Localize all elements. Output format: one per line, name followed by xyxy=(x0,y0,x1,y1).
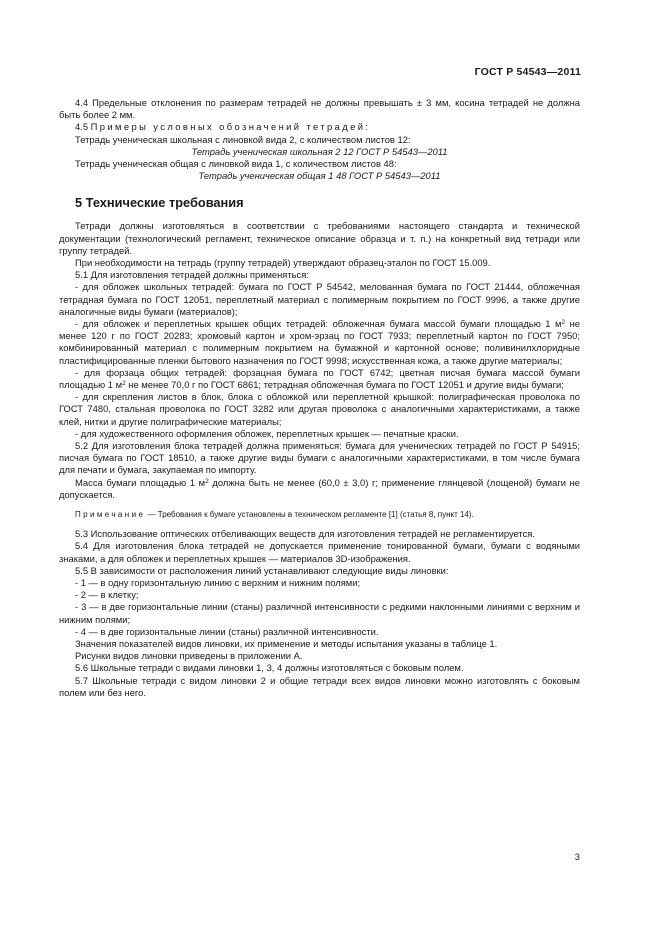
clause-5-3: 5.3 Использование оптических отбеливающих веществ для изготовления тетрадей не регламентируется. xyxy=(75,528,535,540)
list-item-ruling-1: - 1 — в одну горизонтальную линию с верхним и нижним полями; xyxy=(75,576,361,588)
example-2-designation: Тетрадь ученическая общая 1 48 ГОСТ Р 54543—2011 xyxy=(198,170,441,182)
clause-5-5: 5.5 В зависимости от расположения линий устанавливают следующие виды линовки: xyxy=(75,564,449,576)
paragraph-appendix-reference: Рисунки видов линовки приведены в приложении А. xyxy=(75,650,303,662)
text-part: не менее 70,0 г по ГОСТ 6861; тетрадная обложечная бумага по ГОСТ 12051 и другие виды бумаги; xyxy=(125,379,564,391)
text-part: - для форзаца общих тетрадей: форзацная бумага по ГОСТ 6742; цветная писчая бумага массой бумаги площадью 1 м xyxy=(59,366,580,391)
list-item-general-covers xyxy=(59,318,580,367)
clause-4-5-title: Примеры условных обозначений тетрадей: xyxy=(90,121,371,133)
note-text: — Требования к бумаге установлены в техническом регламенте [1] (статья 8, пункт 14). xyxy=(145,510,474,520)
paragraph-paper-mass xyxy=(59,477,580,501)
list-item-ruling-2: - 2 — в клетку; xyxy=(75,589,139,601)
text-part: не менее 120 г по ГОСТ 20283; хромовый картон и хром-эрзац по ГОСТ 7933; переплетный картон по ГОСТ 7950; комбинированный материал с полимерным покрытием на бумажной и картонной основе; поливинилхлоридные пластифицированные пленки бытового назначения по ГОСТ 9998; искусственная кожа, а также другие материалы; xyxy=(59,318,581,366)
clause-4-4: 4.4 Предельные отклонения по размерам тетрадей не должны превышать ± 3 мм, косина тетрадей не должна быть более 2 мм. xyxy=(59,97,580,121)
clause-5-4: 5.4 Для изготовления блока тетрадей не допускается применение тонированной бумаги, бумаги с водяными знаками, а для обложек и переплетных крышек — материалов 3D-изображения. xyxy=(59,540,580,564)
superscript: 2 xyxy=(561,319,566,327)
list-item-school-covers: - для обложек школьных тетрадей: бумага по ГОСТ Р 54542, мелованная бумага по ГОСТ 21444, обложечная тетрадная бумага по ГОСТ 12051, переплетный материал с полимерным покрытием по ГОСТ 9996, а также другие аналогичные виды бумаги (материалов); xyxy=(59,281,580,317)
list-item-endpapers xyxy=(59,367,580,391)
text-part: Масса бумаги площадью 1 м xyxy=(75,476,206,488)
document-id-header: ГОСТ Р 54543—2011 xyxy=(474,66,581,78)
example-1-description: Тетрадь ученическая школьная с линовкой вида 2, с количеством листов 12: xyxy=(75,133,411,145)
superscript: 2 xyxy=(205,477,209,485)
superscript: 2 xyxy=(122,380,126,388)
paragraph-table-reference: Значения показателей видов линовки, их применение и методы испытания указаны в таблице 1. xyxy=(75,637,498,649)
example-2-description: Тетрадь ученическая общая с линовкой вида 1, с количеством листов 48: xyxy=(75,158,397,170)
list-item-ruling-4: - 4 — в две горизонтальные линии (станы) различной интенсивности. xyxy=(75,625,379,637)
note-label: Примечание xyxy=(75,510,146,520)
clause-4-5 xyxy=(59,121,580,133)
clause-4-5-number: 4.5 xyxy=(75,121,89,133)
clause-5-1: 5.1 Для изготовления тетрадей должны применяться: xyxy=(75,269,309,281)
clause-5-7: 5.7 Школьные тетради с видом линовки 2 и общие тетради всех видов линовки можно изготовлять с боковым полем или без него. xyxy=(59,674,580,698)
note xyxy=(59,509,580,520)
page-content xyxy=(59,97,580,699)
section-5-heading: 5 Технические требования xyxy=(75,195,244,211)
text-part: - для обложек и переплетных крышек общих тетрадей: обложечная бумага массой бумаги площадью 1 м xyxy=(75,318,562,330)
list-item-binding: - для скрепления листов в блок, блока с обложкой или переплетной крышкой: полиграфическая проволока по ГОСТ 7480, стальная проволока по ГОСТ 3282 или другая проволока с аналогичными характеристиками, а также клей, нитки и другие полиграфические материалы; xyxy=(59,391,580,427)
clause-5-6: 5.6 Школьные тетради с видами линовки 1, 3, 4 должны изготовляться с боковым полем. xyxy=(75,662,464,674)
page-number: 3 xyxy=(574,851,580,862)
example-1-designation: Тетрадь ученическая школьная 2 12 ГОСТ Р 54543—2011 xyxy=(191,145,448,157)
clause-5-2: 5.2 Для изготовления блока тетрадей должна применяться: бумага для ученических тетрадей по ГОСТ Р 54915; писчая бумага по ГОСТ 18510, а также другие виды бумаги с аналогичными характеристиками, в том числе бумага для печати и бумага, закупаемая по импорту. xyxy=(59,440,580,476)
paragraph-reference-sample: При необходимости на тетрадь (группу тетрадей) утверждают образец-эталон по ГОСТ 15.009. xyxy=(75,257,491,269)
paragraph-general-requirements: Тетради должны изготовляться в соответствии с требованиями настоящего стандарта и технической документации (технологический регламент, техническое описание образца и т. п.) на конкретный вид тетради или группу тетрадей. xyxy=(59,220,580,256)
text-part: должна быть не менее (60,0 ± 3,0) г; применение глянцевой (лощеной) бумаги не допускается. xyxy=(59,476,580,500)
list-item-ruling-3: - 3 — в две горизонтальные линии (станы) различной интенсивности с редкими наклонными линиями с верхним и нижним полями; xyxy=(59,601,580,625)
list-item-design: - для художественного оформления обложек, переплетных крышек — печатные краски. xyxy=(75,427,459,439)
